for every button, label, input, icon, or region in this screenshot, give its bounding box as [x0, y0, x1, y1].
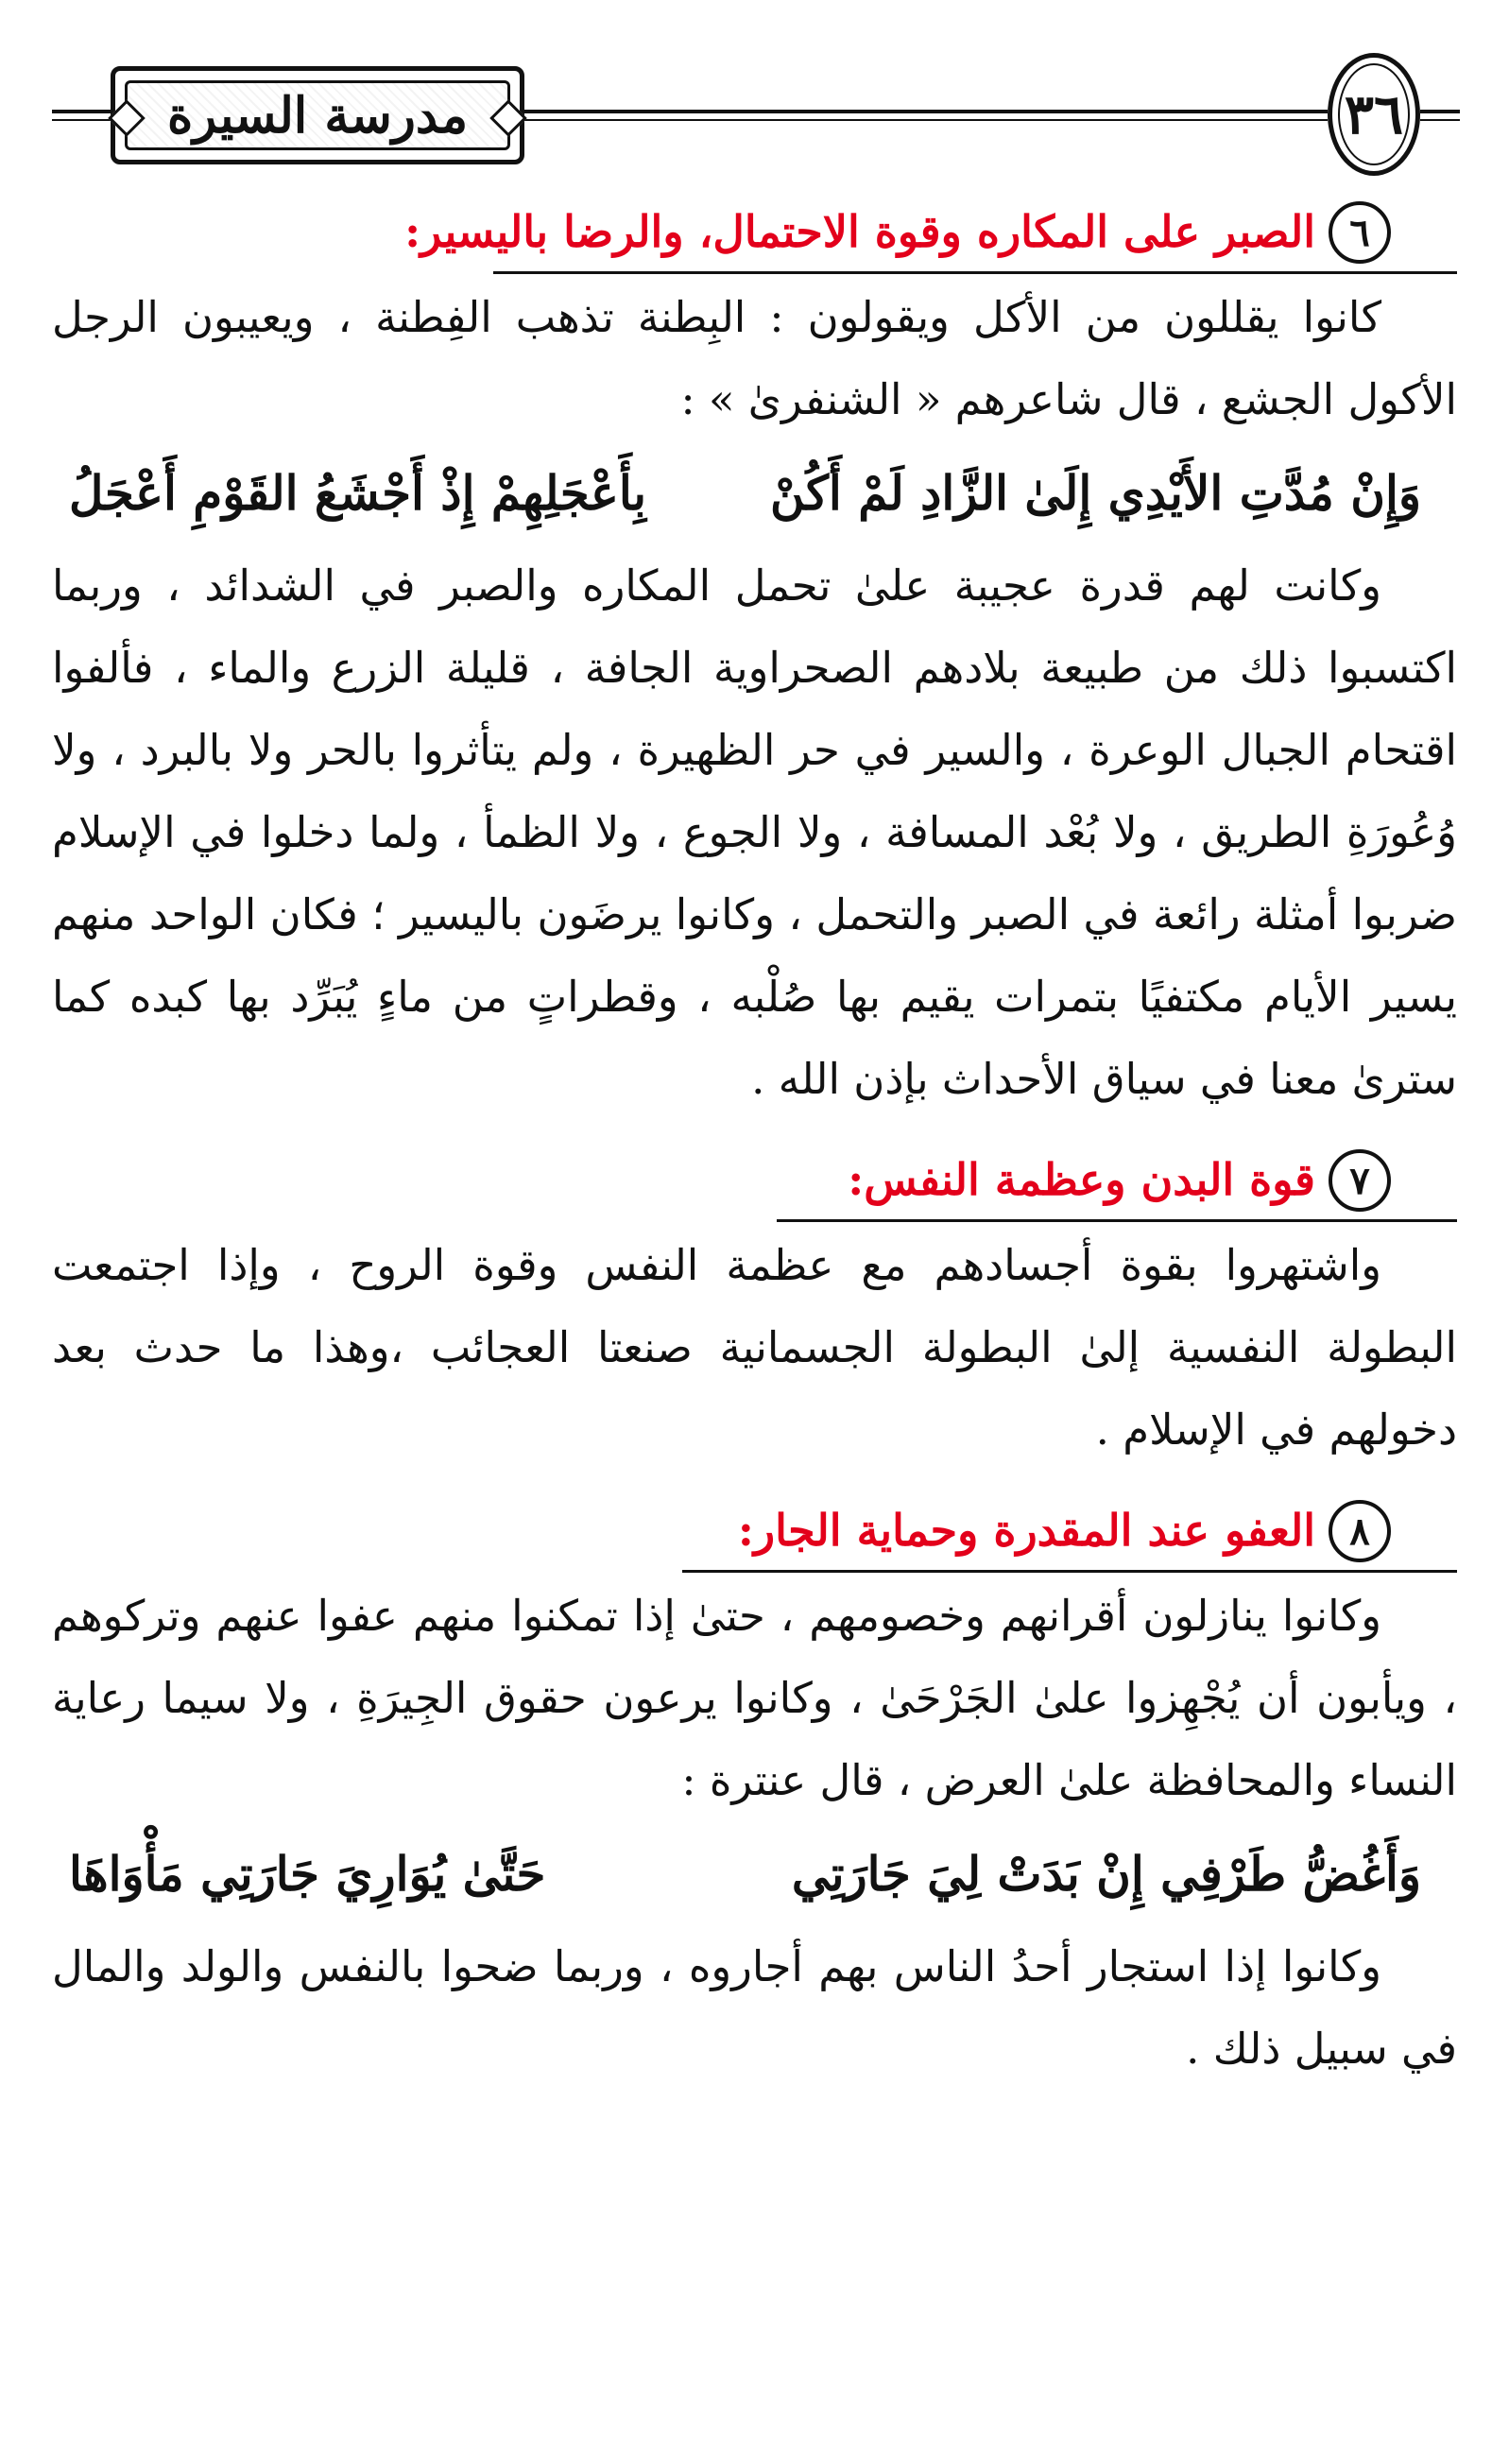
book-title: مدرسة السيرة	[166, 86, 469, 145]
header-rule	[52, 119, 111, 121]
verse-second-half: حَتَّىٰ يُوَارِيَ جَارَتِي مَأْوَاهَا	[69, 1845, 546, 1902]
paragraph: وكانوا ينازلون أقرانهم وخصومهم ، حتىٰ إذا تمكنوا منهم عفوا عنهم وتركوهم ، ويأبون أن يُجْهِزوا علىٰ الجَرْحَىٰ ، وكانوا يرعون حقوق الجِيرَةِ ، ولا سيما رعاية النساء والمحافظة علىٰ العرض ، قال عنترة :	[52, 1591, 1457, 1805]
heading-underline	[493, 271, 1457, 274]
poem-verse	[52, 440, 1457, 544]
section-heading-8	[52, 1488, 1457, 1575]
page-header	[52, 38, 1460, 180]
paragraph: كانوا يقللون من الأكل ويقولون : البِطنة تذهب الفِطنة ، ويعيبون الرجل الأكول الجشع ، قال شاعرهم « الشنفرىٰ » :	[52, 292, 1457, 424]
section-number: ٨	[1329, 1500, 1391, 1562]
paragraph: واشتهروا بقوة أجسادهم مع عظمة النفس وقوة الروح ، وإذا اجتمعت البطولة النفسية إلىٰ البطولة الجسمانية صنعتا العجائب ،وهذا ما حدث بعد دخولهم في الإسلام .	[52, 1240, 1457, 1455]
section-heading-7	[52, 1137, 1457, 1224]
heading-underline	[777, 1219, 1457, 1222]
page-content	[52, 189, 1457, 2090]
paragraph: وكانوا إذا استجار أحدُ الناس بهم أجاروه ، وربما ضحوا بالنفس والولد والمال في سبيل ذلك .	[52, 1941, 1457, 2074]
header-rule	[524, 110, 1328, 113]
section-number: ٦	[1329, 201, 1391, 264]
spacer	[52, 1120, 1457, 1137]
header-rule	[1420, 110, 1460, 113]
verse-second-half: بِأَعْجَلِهِمْ إِذْ أَجْشَعُ القَوْمِ أَعْجَلُ	[69, 464, 647, 521]
poem-verse	[52, 1821, 1457, 1925]
paragraph: وكانت لهم قدرة عجيبة علىٰ تحمل المكاره والصبر في الشدائد ، وربما اكتسبوا ذلك من طبيعة بلادهم الصحراوية الجافة ، قليلة الزرع والماء ، فألفوا اقتحام الجبال الوعرة ، والسير في حر الظهيرة ، ولم يتأثروا بالحر ولا بالبرد ، ولا وُعُورَةِ الطريق ، ولا بُعْد المسافة ، ولا الجوع ، ولا الظمأ ، ولما دخلوا في الإسلام ضربوا أمثلة رائعة في الصبر والتحمل ، وكانوا يرضَون باليسير ؛ فكان الواحد منهم يسير الأيام مكتفيًا بتمرات يقيم بها صُلْبه ، وقطراتٍ من ماءٍ يُبَرِّد بها كبده كما سترىٰ معنا في سياق الأحداث بإذن الله .	[52, 560, 1457, 1104]
section-title: قوة البدن وعظمة النفس:	[848, 1154, 1315, 1206]
page-number: ٣٦	[1344, 82, 1404, 146]
section-title: الصبر على المكاره وقوة الاحتمال، والرضا باليسير:	[404, 206, 1315, 258]
section-heading-6	[52, 189, 1457, 276]
header-rule	[524, 119, 1328, 121]
header-rule	[1420, 119, 1460, 121]
verse-first-half: وَأَغُضُّ طَرْفِي إِنْ بَدَتْ لِيَ جَارَتِي	[791, 1845, 1421, 1902]
section-number: ٧	[1329, 1149, 1391, 1212]
spacer	[52, 1471, 1457, 1488]
verse-first-half: وَإِنْ مُدَّتِ الأَيْدِي إِلَىٰ الزَّادِ لَمْ أَكُنْ	[770, 464, 1421, 521]
header-rule	[52, 110, 111, 113]
section-title: العفو عند المقدرة وحماية الجار:	[737, 1505, 1315, 1557]
page-number-badge	[1328, 53, 1420, 176]
heading-underline	[682, 1570, 1457, 1573]
book-title-frame	[111, 66, 524, 164]
